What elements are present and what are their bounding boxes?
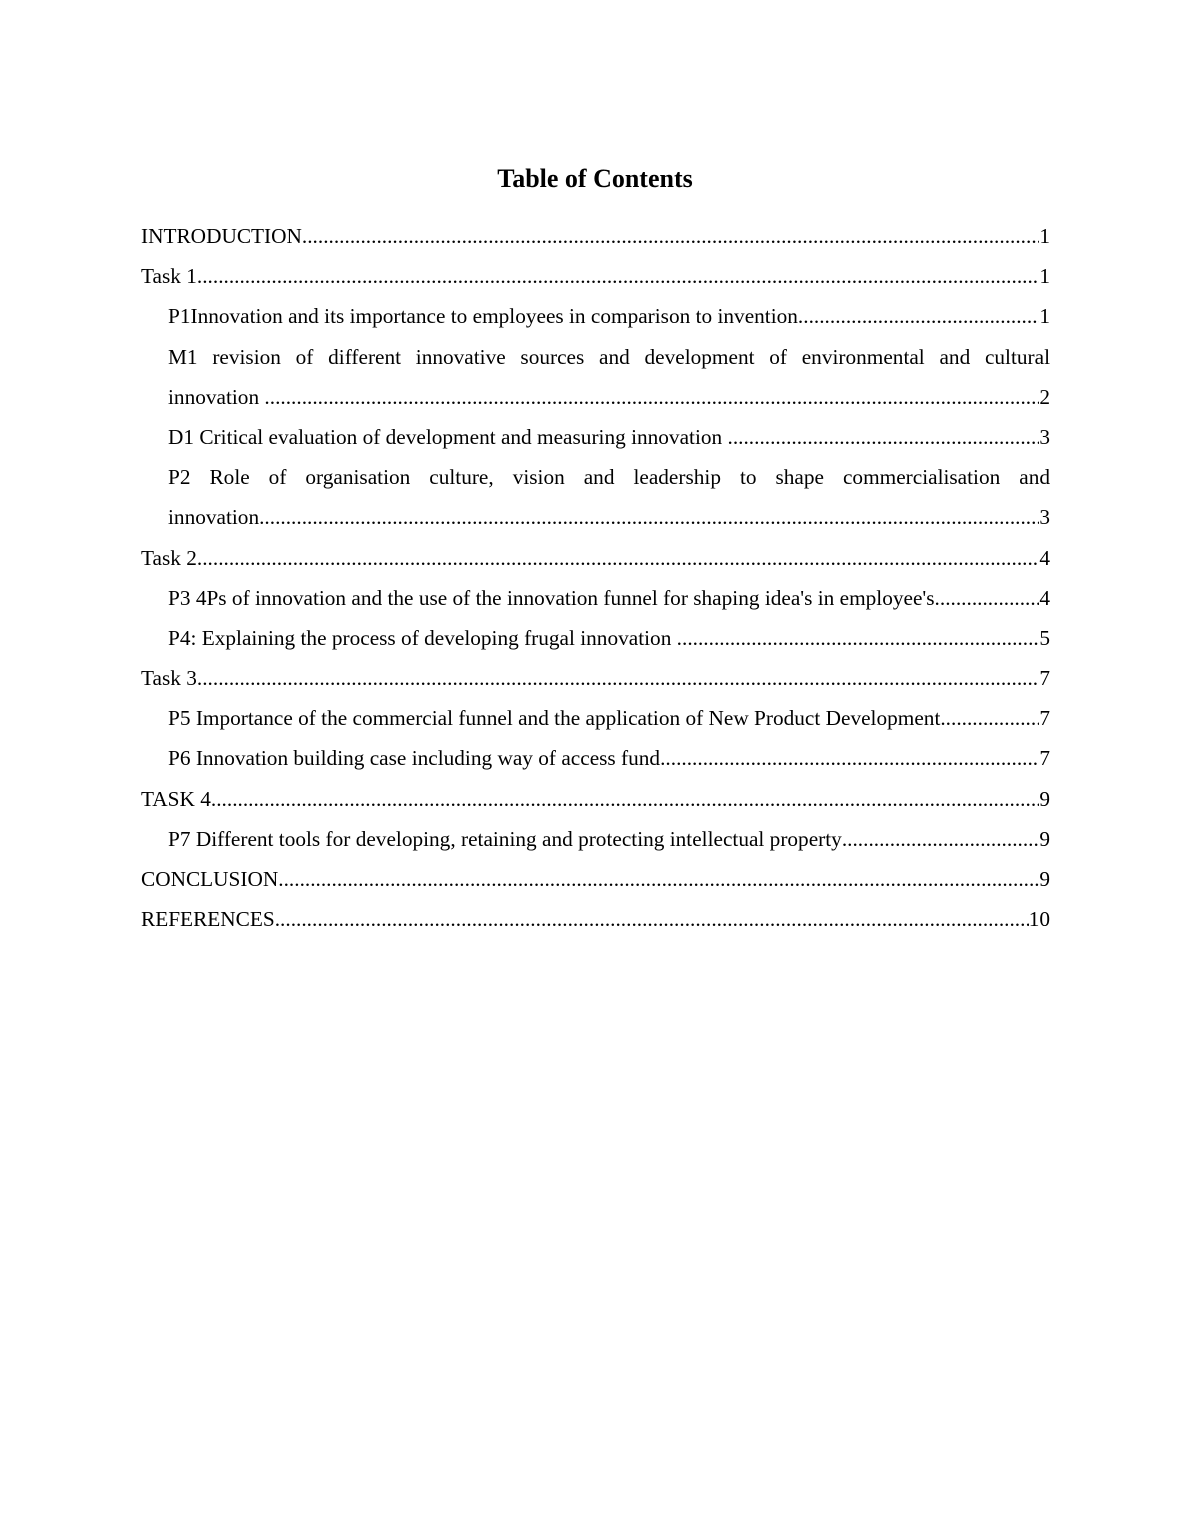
- toc-page-number: 1: [1039, 304, 1050, 329]
- toc-page-number: 4: [1039, 545, 1050, 570]
- toc-leader-dots: [728, 417, 1040, 457]
- toc-entry-m1[interactable]: [168, 337, 1050, 417]
- toc-page-number: 2: [1039, 384, 1050, 409]
- toc-entry-p2[interactable]: [168, 457, 1050, 537]
- toc-entry-p4[interactable]: [168, 618, 1050, 658]
- toc-page-number: 4: [1039, 585, 1050, 610]
- toc-page-number: 9: [1039, 786, 1050, 811]
- toc-entry-label: innovation: [168, 384, 265, 409]
- toc-entry-task-1[interactable]: [141, 256, 1050, 296]
- toc-page-number: 3: [1039, 505, 1050, 530]
- toc-entry-label: REFERENCES: [141, 907, 275, 932]
- toc-entry-d1[interactable]: [168, 417, 1050, 457]
- toc-entry-task-4[interactable]: [141, 779, 1050, 819]
- toc-entry-task-3[interactable]: [141, 658, 1050, 698]
- toc-leader-dots: [677, 618, 1040, 658]
- toc-leader-dots: [275, 899, 1029, 939]
- toc-leader-dots: [264, 377, 1039, 417]
- toc-entry-conclusion[interactable]: [141, 859, 1050, 899]
- toc-entry-label: INTRODUCTION: [141, 224, 302, 248]
- toc-entry-p7[interactable]: [168, 819, 1050, 859]
- toc-page-number: 1: [1039, 224, 1050, 248]
- toc-leader-dots: [935, 578, 1040, 618]
- toc-page-number: 5: [1039, 625, 1050, 650]
- toc-entry-label: P4: Explaining the process of developing frugal innovation: [168, 625, 677, 650]
- toc-leader-dots: [264, 497, 1039, 537]
- toc-page-number: 7: [1039, 666, 1050, 691]
- toc-page-number: 9: [1039, 867, 1050, 891]
- toc-leader-dots: [803, 296, 1039, 336]
- toc-entry-p6[interactable]: [168, 738, 1050, 778]
- toc-entry-label: P6 Innovation building case including way of access fund: [168, 746, 661, 771]
- toc-entry-label-line1: P2 Role of organisation culture, vision and leadership to shape commercialisation and: [168, 465, 1050, 490]
- toc-entry-label: P5 Importance of the commercial funnel and the application of New Product Development: [168, 706, 941, 731]
- toc-entry-task-2[interactable]: [141, 538, 1050, 578]
- toc-leader-dots: [211, 779, 1039, 819]
- toc-page-number: 9: [1039, 826, 1050, 851]
- toc-entry-p3[interactable]: [168, 578, 1050, 618]
- toc-leader-dots: [842, 819, 1040, 859]
- toc-leader-dots: [197, 256, 1039, 296]
- toc-page-number: 3: [1039, 424, 1050, 449]
- toc-leader-dots: [660, 738, 1039, 778]
- toc-leader-dots: [940, 698, 1039, 738]
- toc-entry-introduction[interactable]: [141, 216, 1050, 256]
- toc-entry-label: TASK 4: [141, 786, 211, 811]
- toc-page-number: 7: [1039, 706, 1050, 731]
- toc-entry-label: P7 Different tools for developing, retaining and protecting intellectual property: [168, 826, 842, 851]
- toc-page-number: 7: [1039, 746, 1050, 771]
- toc-entry-label: Task 1: [141, 264, 197, 289]
- toc-list: [141, 216, 1050, 939]
- toc-leader-dots: [197, 658, 1039, 698]
- toc-entry-label: Task 3: [141, 666, 197, 691]
- toc-title: Table of Contents: [497, 164, 693, 193]
- toc-page-number: 10: [1028, 907, 1050, 932]
- toc-page-number: 1: [1039, 264, 1050, 289]
- toc-entry-p5[interactable]: [168, 698, 1050, 738]
- toc-leader-dots: [197, 538, 1039, 578]
- toc-entry-label: Task 2: [141, 545, 197, 570]
- toc-entry-label: innovation.: [168, 505, 265, 530]
- toc-entry-p1[interactable]: [168, 296, 1050, 336]
- toc-entry-label: P3 4Ps of innovation and the use of the innovation funnel for shaping idea's in employee's: [168, 585, 935, 610]
- toc-entry-label: CONCLUSION: [141, 867, 279, 891]
- toc-leader-dots: [302, 216, 1039, 256]
- toc-entry-label: D1 Critical evaluation of development and measuring innovation: [168, 424, 728, 449]
- toc-entry-references[interactable]: [141, 899, 1050, 939]
- toc-entry-label: P1Innovation and its importance to employees in comparison to invention.: [168, 304, 804, 329]
- toc-entry-label-line1: M1 revision of different innovative sources and development of environmental and cultural: [168, 344, 1050, 369]
- toc-leader-dots: [278, 859, 1039, 899]
